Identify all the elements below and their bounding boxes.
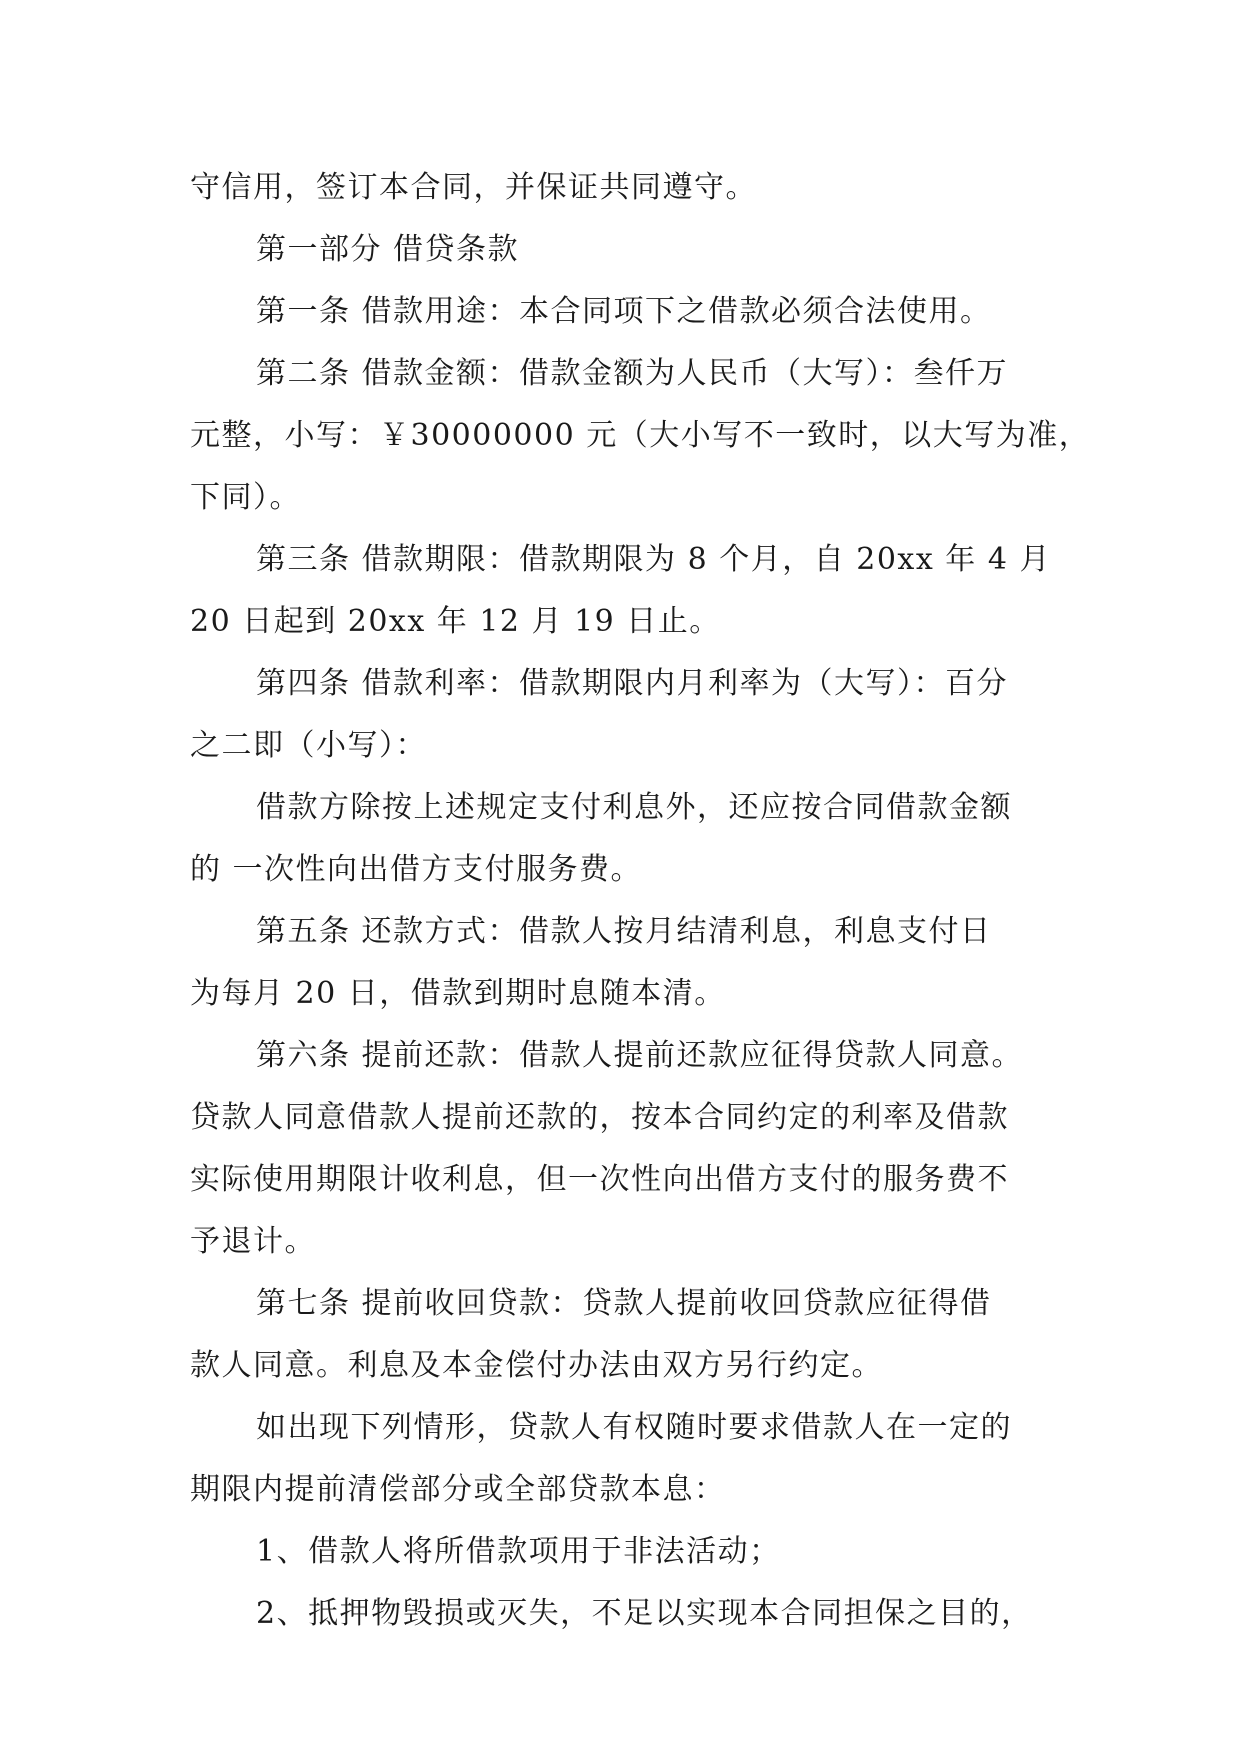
text-line: 如出现下列情形，贷款人有权随时要求借款人在一定的 xyxy=(256,1410,1012,1445)
text-line: 第六条 提前还款：借款人提前还款应征得贷款人同意。 xyxy=(256,1038,1024,1073)
text-line: 的 一次性向出借方支付服务费。 xyxy=(190,852,643,887)
section-heading: 第一部分 借贷条款 xyxy=(256,232,520,267)
text-line: 第一条 借款用途：本合同项下之借款必须合法使用。 xyxy=(256,294,992,329)
list-item: 1、借款人将所借款项用于非法活动； xyxy=(256,1534,781,1569)
text-line: 第三条 借款期限：借款期限为 8 个月，自 20xx 年 4 月 xyxy=(256,542,1051,577)
text-line: 为每月 20 日，借款到期时息随本清。 xyxy=(190,976,726,1011)
text-line: 下同）。 xyxy=(190,480,301,515)
contract-body xyxy=(190,157,1091,1645)
text-line: 第四条 借款利率：借款期限内月利率为（大写）：百分 xyxy=(256,666,1009,701)
text-line: 之二即（小写）： xyxy=(190,728,427,763)
text-line: 第五条 还款方式：借款人按月结清利息，利息支付日 xyxy=(256,914,992,949)
text-line: 借款方除按上述规定支付利息外，还应按合同借款金额 xyxy=(256,790,1012,825)
list-item: 2、抵押物毁损或灭失，不足以实现本合同担保之目的， xyxy=(256,1596,1033,1631)
text-line: 实际使用期限计收利息，但一次性向出借方支付的服务费不 xyxy=(190,1162,1009,1197)
text-line: 款人同意。利息及本金偿付办法由双方另行约定。 xyxy=(190,1348,883,1383)
text-line: 贷款人同意借款人提前还款的，按本合同约定的利率及借款 xyxy=(190,1100,1009,1135)
text-line: 予退计。 xyxy=(190,1224,316,1259)
text-line: 第七条 提前收回贷款：贷款人提前收回贷款应征得借 xyxy=(256,1286,992,1321)
text-line: 20 日起到 20xx 年 12 月 19 日止。 xyxy=(190,604,721,639)
text-line: 元整，小写：￥30000000 元（大小写不一致时，以大写为准， xyxy=(190,418,1091,453)
text-line: 期限内提前清偿部分或全部贷款本息： xyxy=(190,1472,726,1507)
text-line: 第二条 借款金额：借款金额为人民币（大写）：叁仟万 xyxy=(256,356,1009,391)
text-line: 守信用，签订本合同，并保证共同遵守。 xyxy=(190,170,757,205)
